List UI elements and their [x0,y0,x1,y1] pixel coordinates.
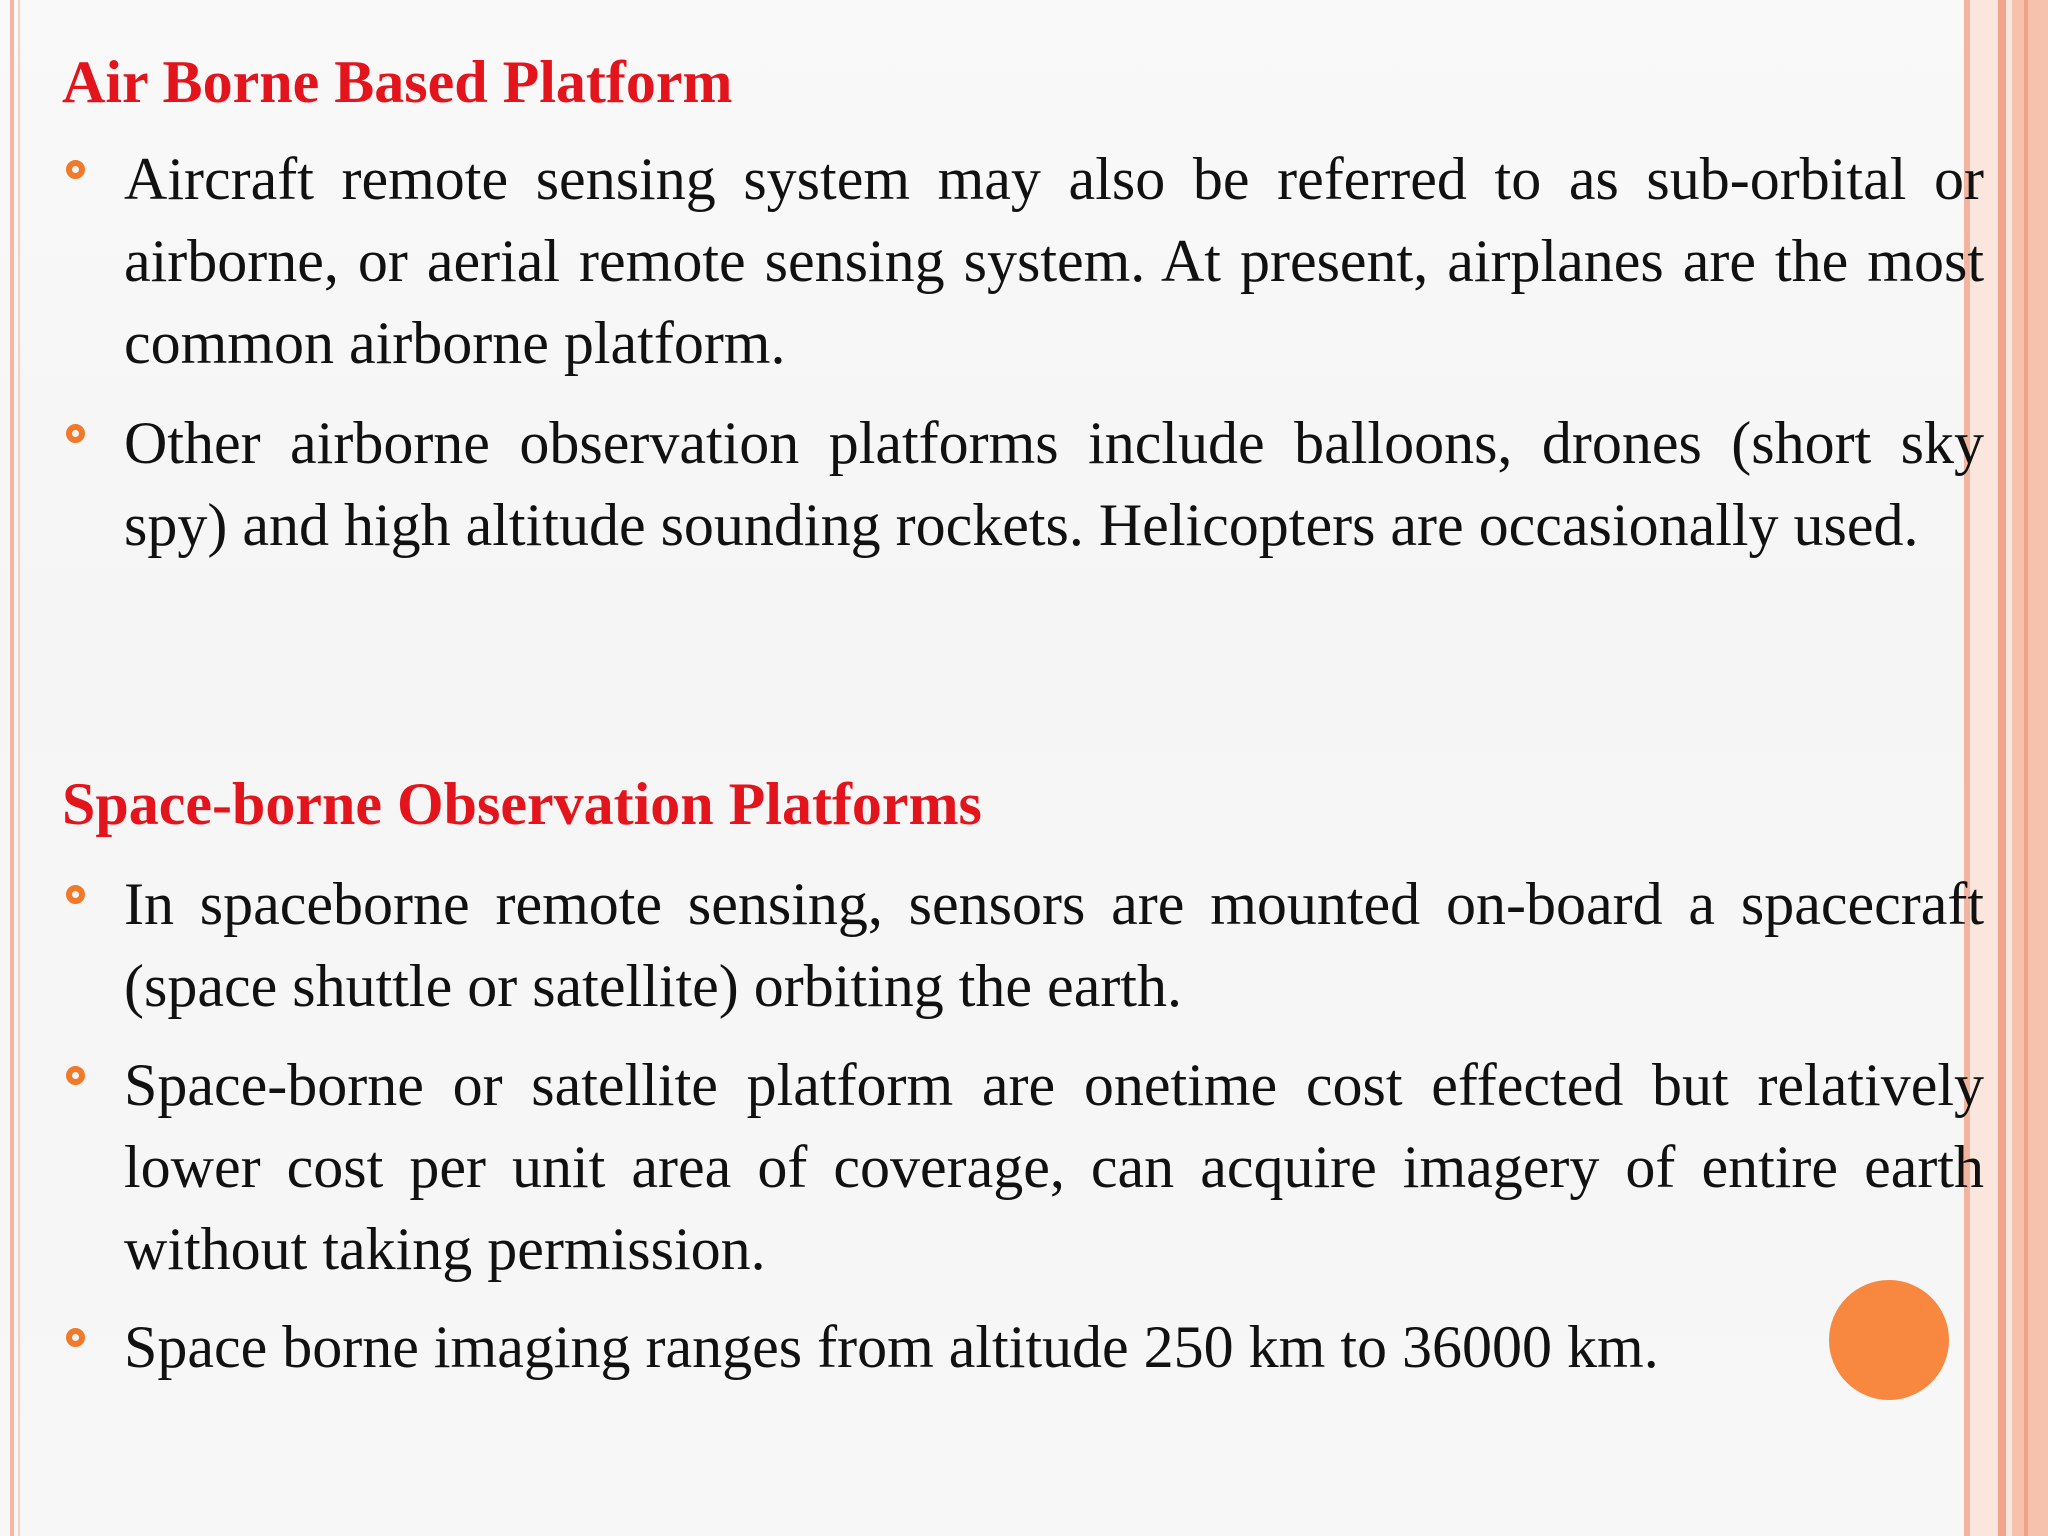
section-heading-spaceborne: Space-borne Observation Platforms [62,771,982,837]
bullet-text: Space borne imaging ranges from altitude 250 km to 36000 km. [124,1314,1659,1380]
right-border-stripe [2012,0,2048,1536]
bullet-text: Aircraft remote sensing system may also be referred to as sub-orbital or airborne, or aerial remote sensing system. At present, airplanes are the most common airborne platform. [124,146,1984,376]
hollow-circle-bullet-icon [66,424,85,443]
hollow-circle-bullet-icon [66,1328,85,1347]
hollow-circle-bullet-icon [66,1066,85,1085]
left-border-rule [10,0,14,1536]
left-border-rule-inner [18,0,20,1536]
bullet-text: Space-borne or satellite platform are onetime cost effected but relatively lower cost per unit area of coverage, can acquire imagery of entire earth without taking permission. [124,1052,1984,1282]
bullet-text: Other airborne observation platforms include balloons, drones (short sky spy) and high altitude sounding rockets. Helicopters are occasionally used. [124,410,1984,558]
section-heading-airborne: Air Borne Based Platform [62,49,733,115]
hollow-circle-bullet-icon [66,885,85,904]
hollow-circle-bullet-icon [66,160,85,179]
right-border-stripe [1998,0,2006,1536]
bullet-text: In spaceborne remote sensing, sensors are mounted on-board a spacecraft (space shuttle or satellite) orbiting the earth. [124,871,1984,1019]
right-border-stripe [2024,0,2028,1536]
orange-dot-icon [1829,1280,1949,1400]
